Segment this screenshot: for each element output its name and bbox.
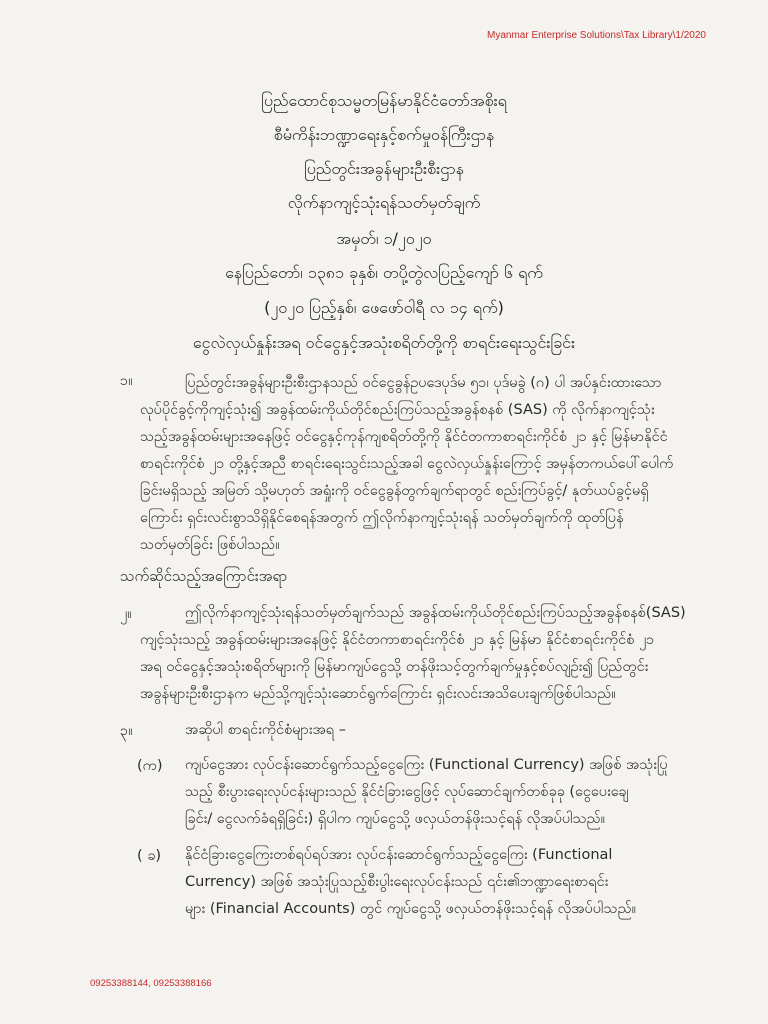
title-department: ပြည်တွင်းအခွန်များဦးစီးဌာန	[304, 159, 464, 178]
paragraph-line: Currency) အဖြစ် အသုံးပြုသည့်စီးပွါးရေးလုပ်ငန်းသည် ၎င်း၏ဘဏ္ဍာရေးစာရင်း	[185, 874, 609, 890]
paragraph-line: ဤလိုက်နာကျင့်သုံးရန်သတ်မှတ်ချက်သည် အခွန်ထမ်းကိုယ်တိုင်စည်းကြပ်သည့်အခွန်စနစ်(SAS)	[185, 605, 686, 621]
title-directive: လိုက်နာကျင့်သုံးရန်သတ်မှတ်ချက်	[287, 193, 481, 212]
title-government: ပြည်ထောင်စုသမ္မတမြန်မာနိုင်ငံတော်အစိုးရ	[261, 91, 507, 110]
paragraph-line: ကြောင်း ရှင်းလင်းစွာသိရှိနိုင်စေရန်အတွက် ဤလိုက်နာကျင့်သုံးရန် သတ်မှတ်ချက်ကို ထုတ်ပြန်	[140, 510, 624, 526]
paragraph-line: ကျင့်သုံးသည့် အခွန်ထမ်းများအနေဖြင့် နိုင်ငံတကာစာရင်းကိုင်စံ ၂၁ နှင့် မြန်မာ နိုင်ငံစာရင်းကိုင်စံ ၂၁	[140, 632, 655, 648]
paragraph-2	[140, 600, 700, 708]
paragraph-line: အရ ဝင်ငွေနှင့်အသုံးစရိတ်များကို မြန်မာကျပ်ငွေသို့ တန်ဖိုးသင့်တွက်ချက်မှုနှင့်စပ်လျဉ်း၍ ပြည်တွင်း	[140, 659, 649, 675]
sub-item-kha	[185, 842, 705, 923]
paragraph-line: သတ်မှတ်ခြင်း ဖြစ်ပါသည်။	[140, 537, 280, 553]
paragraph-line: အခွန်များဦးစီးဌာနက မည်သို့ကျင့်သုံးဆောင်ရွက်ကြောင်း ရှင်းလင်းအသိပေးချက်ဖြစ်ပါသည်။	[140, 686, 616, 702]
section-heading: သက်ဆိုင်သည့်အကြောင်းအရာ	[120, 567, 288, 585]
paragraph-line: သည့် စီးပွားရေးလုပ်ငန်းများသည် နိုင်ငံခြားငွေဖြင့် လုပ်ဆောင်ချက်တစ်ခုခု (ငွေပေးချေ	[185, 784, 629, 800]
sub-item-ka	[185, 752, 705, 833]
paragraph-line: စာရင်းကိုင်စံ ၂၁ တို့နှင့်အညီ စာရင်းရေးသွင်းသည့်အခါ ငွေလဲလှယ်နှုန်းကြောင့် အမှန်တကယ်ပေါ်ပေါက်	[140, 456, 674, 472]
paragraph-line: လုပ်ပိုင်ခွင့်ကိုကျင့်သုံး၍ အခွန်ထမ်းကိုယ်တိုင်စည်းကြပ်သည့်အခွန်စနစ် (SAS) ကို လိုက်နာကျင့်သုံး	[140, 402, 655, 418]
paragraph-line: အဆိုပါ စာရင်းကိုင်စံများအရ –	[185, 722, 346, 738]
footer-phone-numbers: 09253388144, 09253388166	[90, 978, 212, 989]
title-subject: ငွေလဲလှယ်နှုန်းအရ ဝင်ငွေနှင့်အသုံးစရိတ်တို့ကို စာရင်းရေးသွင်းခြင်း	[192, 333, 576, 352]
title-ministry: စီမံကိန်းဘဏ္ဍာရေးနှင့်စက်မှုဝန်ကြီးဌာန	[273, 125, 495, 144]
paragraph-3	[185, 717, 705, 744]
paragraph-1	[140, 370, 700, 559]
title-date-myanmar: နေပြည်တော်၊ ၁၃၈၁ ခုနှစ်၊ တပို့တွဲလပြည့်ကျော် ၆ ရက်	[225, 263, 543, 282]
title-number: အမှတ်၊ ၁/၂၀၂၀	[336, 229, 432, 248]
header-reference: Myanmar Enterprise Solutions\Tax Library\1/2020	[487, 30, 706, 41]
paragraph-line: များ (Financial Accounts) တွင် ကျပ်ငွေသို့ ဖလှယ်တန်ဖိုးသင့်ရန် လိုအပ်ပါသည်။	[185, 901, 636, 917]
paragraph-3-number: ၃။	[120, 723, 133, 739]
paragraph-2-number: ၂။	[120, 606, 132, 622]
sub-item-ka-number: (က)	[137, 758, 163, 774]
paragraph-line: ခြင်း/ ငွေလက်ခံရရှိခြင်း) ရှိပါက ကျပ်ငွေသို့ ဖလှယ်တန်ဖိုးသင့်ရန် လိုအပ်ပါသည်။	[185, 811, 606, 827]
paragraph-line: ကျပ်ငွေအား လုပ်ငန်းဆောင်ရွက်သည့်ငွေကြေး (Functional Currency) အဖြစ် အသုံးပြု	[185, 757, 668, 773]
paragraph-line: ပြည်တွင်းအခွန်များဦးစီးဌာနသည် ဝင်ငွေခွန်ဥပဒေပုဒ်မ ၅၁၊ ပုဒ်မခွဲ (ဂ) ပါ အပ်နှင်းထားသော	[185, 375, 662, 391]
paragraph-1-number: ၁။	[120, 373, 133, 389]
sub-item-kha-number: ( ခ)	[137, 848, 162, 864]
paragraph-line: နိုင်ငံခြားငွေကြေးတစ်ရပ်ရပ်အား လုပ်ငန်းဆောင်ရွက်သည့်ငွေကြေး (Functional	[185, 847, 613, 863]
paragraph-line: ခြင်းမရှိသည့် အမြတ် သို့မဟုတ် အရှုံးကို ဝင်ငွေခွန်တွက်ချက်ရာတွင် စည်းကြပ်ခွင့်/ နုတ်ယပ်ခွင့်မရှိ	[140, 483, 649, 499]
paragraph-line: သည့်အခွန်ထမ်းများအနေဖြင့် ဝင်ငွေနှင့်ကုန်ကျစရိတ်တို့ကို နိုင်ငံတကာစာရင်းကိုင်စံ ၂၁ နှင့် မြန်မာနိုင်ငံ	[140, 429, 668, 445]
title-date-gregorian: (၂၀၂၀ ပြည့်နှစ်၊ ဖေဖော်ဝါရီ လ ၁၄ ရက်)	[264, 298, 504, 317]
